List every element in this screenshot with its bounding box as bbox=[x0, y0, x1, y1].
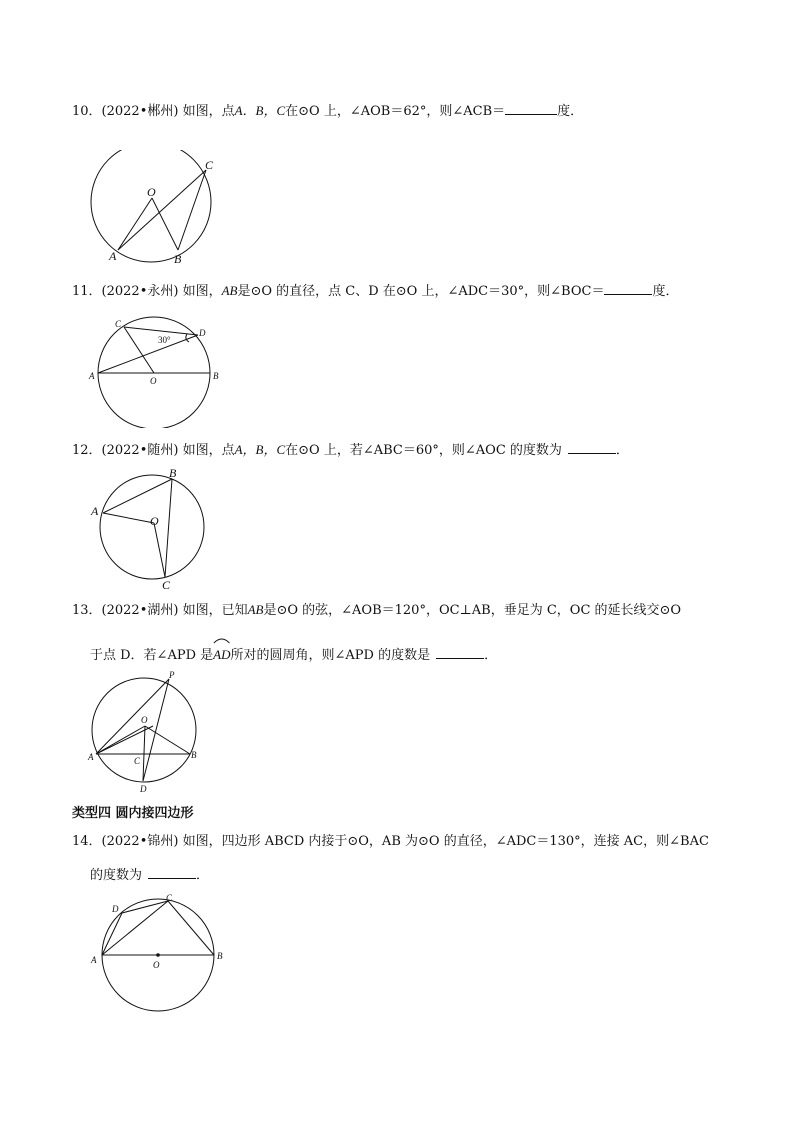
question-13-line2 bbox=[90, 646, 750, 665]
q12-prefix: 12．(2022•随州) 如图，点 bbox=[72, 443, 235, 458]
q13-suffix: ． bbox=[484, 648, 498, 663]
label-b: B bbox=[213, 371, 219, 381]
question-12 bbox=[72, 441, 732, 460]
figure-10 bbox=[84, 150, 224, 270]
label-c: C bbox=[205, 158, 214, 172]
figure-14 bbox=[86, 893, 236, 1013]
segment-bc bbox=[165, 479, 172, 577]
q12-suffix: ． bbox=[615, 443, 629, 458]
label-angle: 30° bbox=[158, 335, 171, 345]
label-d: D bbox=[199, 328, 206, 338]
label-a: A bbox=[89, 371, 95, 381]
q10-points: A．B，C bbox=[234, 103, 286, 118]
label-c: C bbox=[166, 893, 173, 903]
q13-body: 是⊙O 的弦，∠AOB＝120°，OC⊥AB，垂足为 C，OC 的延长线交⊙O bbox=[263, 603, 682, 618]
segment-pd bbox=[143, 679, 169, 781]
q11-blank[interactable] bbox=[604, 282, 652, 295]
question-10 bbox=[72, 102, 732, 121]
label-a: A bbox=[91, 955, 97, 965]
q14-blank[interactable] bbox=[148, 866, 196, 879]
label-o: O bbox=[150, 376, 157, 386]
label-o: O bbox=[150, 514, 159, 528]
label-b: B bbox=[191, 750, 197, 760]
question-14-line2 bbox=[90, 866, 750, 885]
q12-body: 在⊙O 上，若∠ABC＝60°，则∠AOC 的度数为 bbox=[285, 443, 562, 458]
q13-line2-a: 于点 D．若∠APD 是 bbox=[90, 648, 214, 663]
q10-suffix: 度． bbox=[557, 104, 584, 119]
label-b: B bbox=[217, 951, 223, 961]
q13-chord: AB bbox=[247, 602, 264, 617]
segment-ad bbox=[102, 913, 122, 955]
q10-prefix: 10．(2022•郴州) 如图，点 bbox=[72, 104, 235, 119]
q12-points: A，B，C bbox=[234, 442, 286, 457]
segment-ob bbox=[145, 726, 190, 754]
segment-ap bbox=[96, 679, 169, 754]
segment-ab bbox=[103, 479, 172, 513]
q11-body: 是⊙O 的直径，点 C、D 在⊙O 上，∠ADC＝30°，则∠BOC＝ bbox=[237, 284, 605, 299]
figure-12 bbox=[88, 465, 218, 593]
label-b: B bbox=[174, 252, 182, 266]
q11-suffix: 度． bbox=[652, 284, 679, 299]
section-heading: 类型四 圆内接四边形 bbox=[72, 806, 194, 821]
segment-oa bbox=[96, 726, 145, 754]
segment-ao bbox=[103, 513, 154, 523]
q11-segment: AB bbox=[221, 283, 238, 298]
center-dot bbox=[156, 953, 160, 957]
label-b: B bbox=[169, 466, 177, 480]
figure-11 bbox=[86, 312, 236, 428]
label-d: D bbox=[112, 904, 119, 914]
segment-oc bbox=[124, 327, 154, 373]
q14-line2: 的度数为 bbox=[90, 868, 143, 883]
label-o: O bbox=[153, 960, 160, 970]
label-a: A bbox=[88, 752, 94, 762]
q10-body: 在⊙O 上，∠AOB＝62°，则∠ACB＝ bbox=[285, 104, 506, 119]
q14-suffix: ． bbox=[196, 868, 210, 883]
label-o: O bbox=[141, 715, 148, 725]
q13-prefix: 13．(2022•湖州) 如图，已知 bbox=[72, 603, 248, 618]
segment-oc bbox=[154, 523, 165, 577]
q10-blank[interactable] bbox=[505, 102, 557, 115]
figure-13 bbox=[86, 668, 216, 796]
arc-mark-icon bbox=[213, 636, 230, 644]
q11-prefix: 11．(2022•永州) 如图， bbox=[72, 284, 222, 299]
label-o: O bbox=[147, 185, 156, 199]
label-a: A bbox=[91, 504, 99, 518]
label-c: C bbox=[162, 578, 171, 592]
segment-ob bbox=[152, 198, 178, 250]
q13-line2-b: 所对的圆周角，则∠APD 的度数是 bbox=[230, 648, 431, 663]
angle-arc-d bbox=[186, 334, 189, 342]
q14-line1: 14．(2022•锦州) 如图，四边形 ABCD 内接于⊙O，AB 为⊙O 的直径，∠ADC＝130°，连接 AC，则∠BAC bbox=[72, 834, 709, 849]
question-11 bbox=[72, 282, 732, 301]
segment-ac bbox=[118, 170, 206, 250]
segment-ad bbox=[98, 335, 198, 373]
question-13 bbox=[72, 601, 732, 620]
q13-blank[interactable] bbox=[436, 646, 484, 659]
q12-blank[interactable] bbox=[568, 441, 616, 454]
label-c: C bbox=[134, 756, 141, 766]
label-a: A bbox=[109, 249, 117, 263]
q13-arc: AD bbox=[213, 646, 230, 665]
label-d: D bbox=[140, 784, 147, 794]
question-14 bbox=[72, 833, 732, 851]
segment-bc bbox=[178, 170, 206, 250]
label-p: P bbox=[169, 670, 175, 680]
label-c: C bbox=[115, 319, 122, 329]
